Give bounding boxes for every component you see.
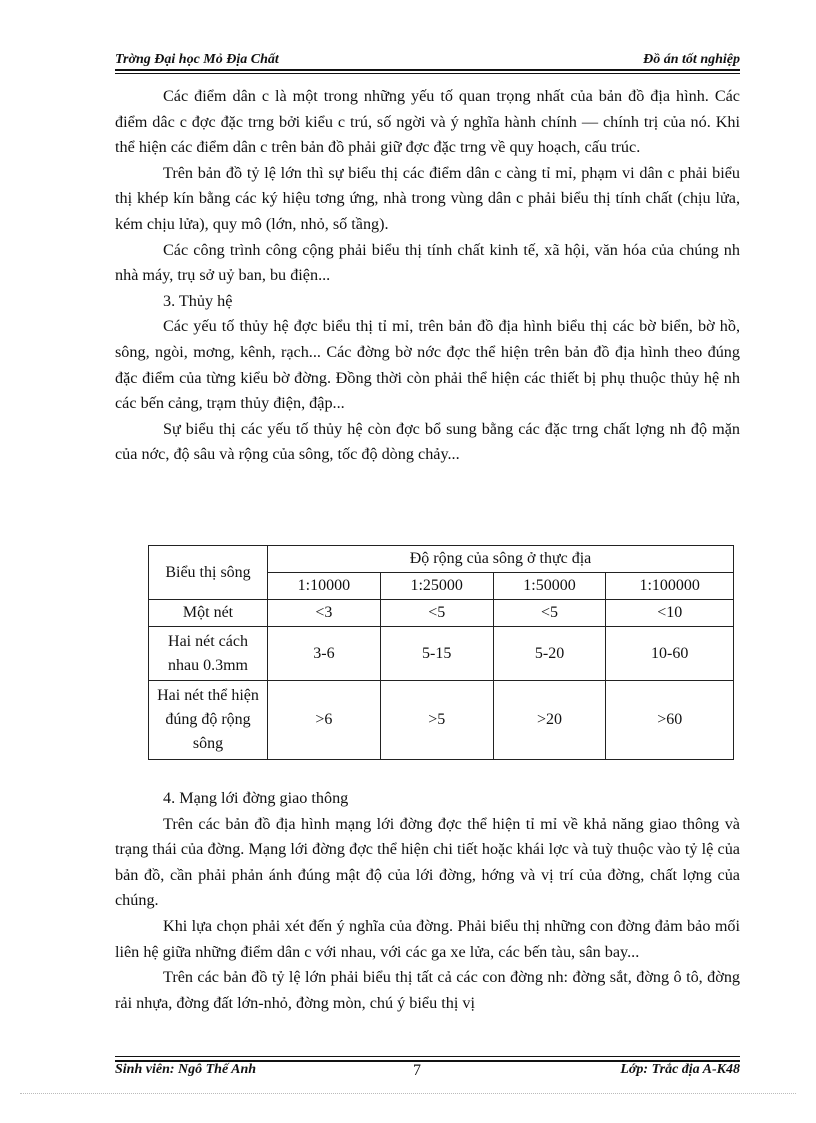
table-cell: <5 <box>380 600 493 627</box>
table-corner-cell: Biểu thị sông <box>149 546 268 600</box>
footer-student: Sinh viên: Ngô Thế Anh <box>115 1062 257 1077</box>
table-group-header: Độ rộng của sông ở thực địa <box>268 546 734 573</box>
paragraph-public-works: Các công trình công cộng phải biểu thị tính chất kinh tế, xã hội, văn hóa của chúng nh nhà máy, trụ sở uỷ ban, bu điện... <box>115 240 740 285</box>
table-row <box>149 680 734 759</box>
table-cell: 5-15 <box>380 627 493 680</box>
paragraph-large-scale: Trên bản đồ tỷ lệ lớn thì sự biểu thị các điểm dân c càng tỉ mỉ, phạm vi dân c phải biểu thị khép kín bằng các ký hiệu tơng ứng, nhà trong vùng dân c phải biểu thị tính chất (chịu lửa, kém chịu lửa), quy mô (lớn, nhỏ, số tầng). <box>115 163 740 233</box>
table-cell: 10-60 <box>606 627 734 680</box>
paragraph-hydro-quality: Sự biểu thị các yếu tố thủy hệ còn đợc bổ sung bằng các đặc trng chất lợng nh độ mặn của nớc, độ sâu và rộng của sông, tốc độ dòng chảy... <box>115 419 740 464</box>
paragraph-hydro: Các yếu tố thủy hệ đợc biểu thị tỉ mỉ, trên bản đồ địa hình biểu thị các bờ biển, bờ hồ, sông, ngòi, mơng, kênh, rạch... Các đờng bờ nớc đợc thể hiện trên bản đồ địa hình theo đúng đặc điểm của từng kiểu bờ đờng. Đồng thời còn phải thể hiện các thiết bị phụ thuộc thủy hệ nh các bến cảng, trạm thủy điện, đập... <box>115 317 740 413</box>
table-cell: 3-6 <box>268 627 381 680</box>
paragraph-settlements: Các điểm dân c là một trong những yếu tố quan trọng nhất của bản đồ địa hình. Các điểm dâc c đợc đặc trng bởi kiểu c trú, số ngời và ý nghĩa hành chính — chính trị của nó. Khi thể hiện các điểm dân c trên bản đồ phải giữ đợc đặc trng về quy hoạch, cấu trúc. <box>115 87 740 157</box>
section-transport <box>115 786 740 1016</box>
row-label: Một nét <box>149 600 268 627</box>
footer-class: Lớp: Trắc địa A-K48 <box>620 1062 740 1077</box>
table-header-row <box>149 546 734 573</box>
header-rule-thin <box>115 73 740 74</box>
paragraph-road-large-scale: Trên các bản đồ tỷ lệ lớn phải biểu thị tất cả các con đờng nh: đờng sắt, đờng ô tô, đờng rải nhựa, đờng đất lớn-nhỏ, đờng mòn, chú ý biểu thị vị <box>115 968 740 1012</box>
river-width-table <box>148 545 734 760</box>
scale-cell: 1:25000 <box>380 573 493 600</box>
paragraph-road-selection: Khi lựa chọn phải xét đến ý nghĩa của đờng. Phải biểu thị những con đờng đảm bảo mối liên hệ giữa những điểm dân c với nhau, với các ga xe lửa, các bến tàu, sân bay... <box>115 916 740 961</box>
table-row <box>149 600 734 627</box>
page-number: 7 <box>413 1062 421 1079</box>
paragraph-road-network: Trên các bản đồ địa hình mạng lới đờng đợc thể hiện tỉ mỉ về khả năng giao thông và trạng thái của đờng. Mạng lới đờng đợc thể hiện chi tiết hoặc khái lợc và tuỳ thuộc vào tỷ lệ của bản đồ, cần phải phản ánh đúng mật độ của lới đờng, hớng và vị trí của đờng, chất lợng của chúng. <box>115 814 740 910</box>
table-cell: <10 <box>606 600 734 627</box>
row-label: Hai nét thể hiện đúng độ rộng sông <box>149 680 268 759</box>
page-break-divider <box>20 1093 796 1094</box>
table-cell: >5 <box>380 680 493 759</box>
header-rule-thick <box>115 69 740 71</box>
table-cell: 5-20 <box>493 627 606 680</box>
scale-cell: 1:100000 <box>606 573 734 600</box>
row-label: Hai nét cách nhau 0.3mm <box>149 627 268 680</box>
table-row <box>149 627 734 680</box>
footer-rule-thin <box>115 1056 740 1057</box>
scale-cell: 1:50000 <box>493 573 606 600</box>
scale-cell: 1:10000 <box>268 573 381 600</box>
header-doc-type: Đồ án tốt nghiệp <box>643 52 740 67</box>
table-cell: >6 <box>268 680 381 759</box>
table-cell: <3 <box>268 600 381 627</box>
section-heading-transport: 4. Mạng lới đờng giao thông <box>163 789 349 807</box>
body-text <box>115 84 740 468</box>
table-cell: <5 <box>493 600 606 627</box>
table-cell: >20 <box>493 680 606 759</box>
table-cell: >60 <box>606 680 734 759</box>
section-heading-hydro: 3. Thủy hệ <box>163 291 233 310</box>
header-school: Trờng Đại học Mỏ Địa Chất <box>115 52 279 67</box>
page-footer <box>115 1062 740 1084</box>
